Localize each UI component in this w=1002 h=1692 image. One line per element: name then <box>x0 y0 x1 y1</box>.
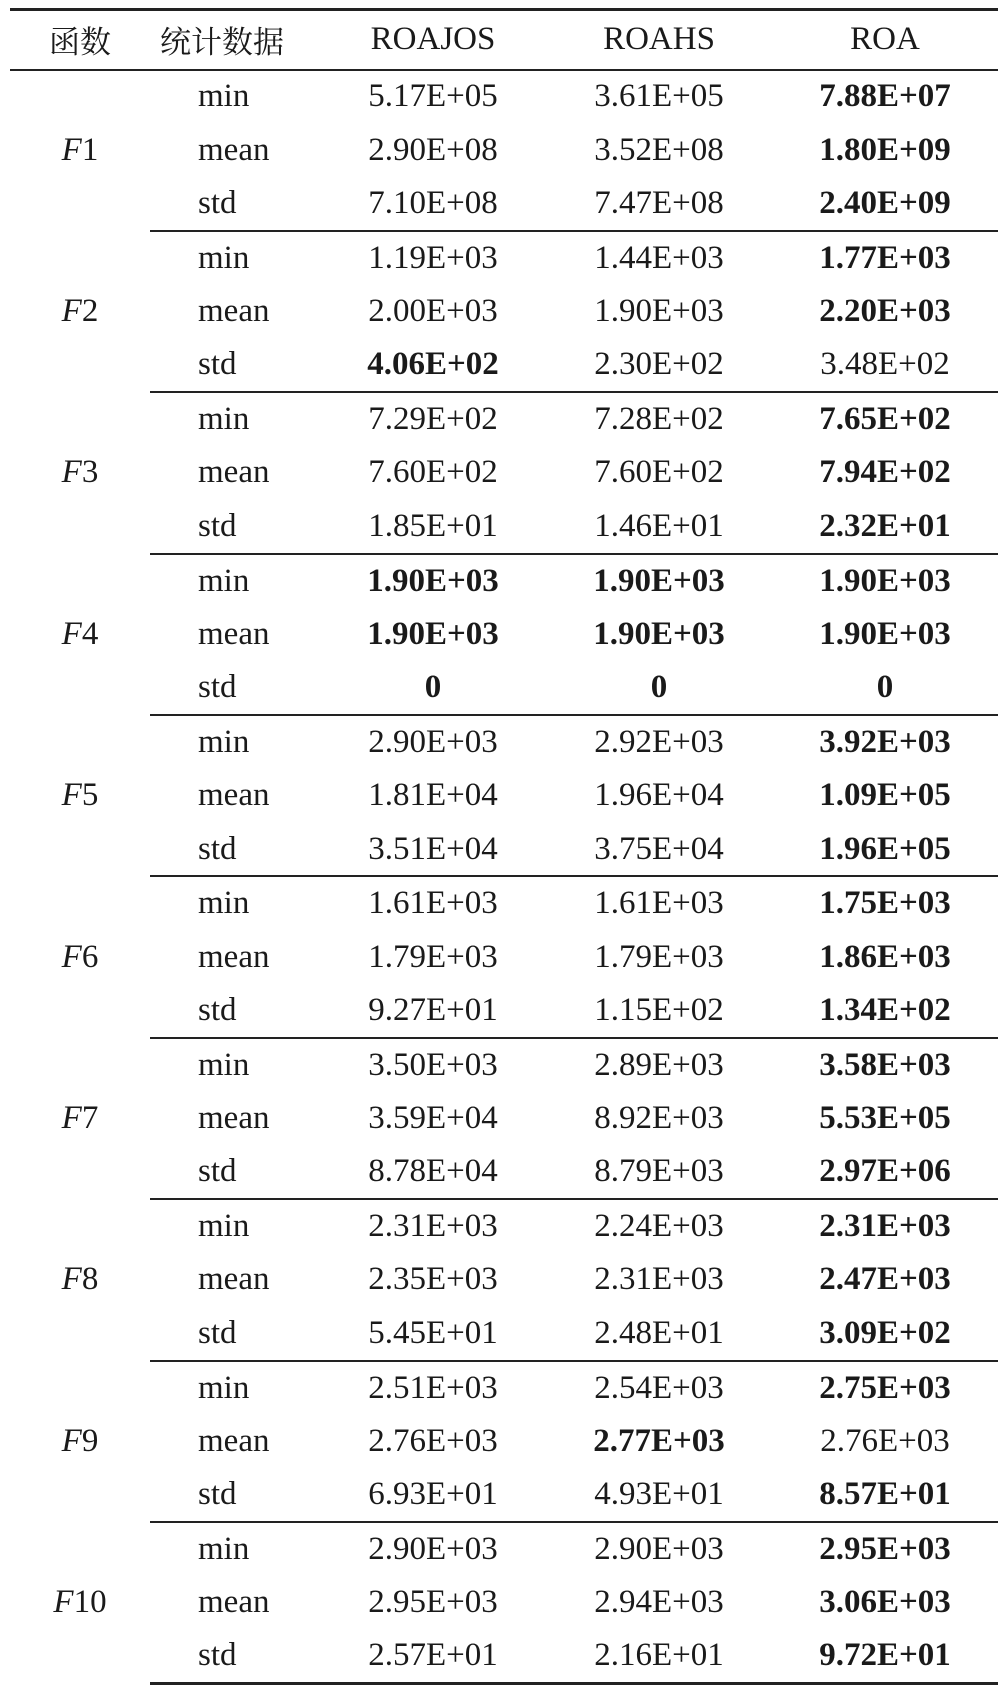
roajos-value: 2.31E+03 <box>368 1208 498 1245</box>
stat-label: min <box>198 1369 250 1406</box>
roajos-value: 3.51E+04 <box>320 823 546 877</box>
roa-value: 1.77E+03 <box>819 239 951 276</box>
stat-label: std <box>150 1630 320 1684</box>
table-row <box>10 930 998 984</box>
function-number: 4 <box>81 615 99 652</box>
roajos-value: 2.90E+08 <box>368 131 498 168</box>
roahs-value: 3.52E+08 <box>594 131 724 168</box>
roahs-value: 1.44E+03 <box>594 239 724 276</box>
stat-label: min <box>198 1046 250 1083</box>
function-group <box>10 876 998 1037</box>
function-number: 2 <box>81 293 99 330</box>
function-letter: F <box>61 1422 82 1459</box>
table-row <box>10 554 998 608</box>
table-row <box>10 1092 998 1146</box>
roajos-value: 5.45E+01 <box>320 1307 546 1361</box>
function-letter: F <box>61 777 82 814</box>
roahs-value: 4.93E+01 <box>546 1468 772 1522</box>
stat-label: mean <box>198 1584 270 1621</box>
roa-value: 3.58E+03 <box>819 1046 951 1083</box>
roahs-value: 3.61E+05 <box>594 78 724 115</box>
table-row <box>10 1145 998 1199</box>
function-group <box>10 70 998 231</box>
table-row <box>10 177 998 231</box>
stat-label: min <box>198 78 250 115</box>
table-row <box>10 661 998 715</box>
function-group <box>10 1522 998 1683</box>
table-row <box>10 1468 998 1522</box>
stat-label: std <box>150 500 320 554</box>
roa-value: 3.09E+02 <box>772 1307 998 1361</box>
roajos-value: 0 <box>320 661 546 715</box>
roa-value: 8.57E+01 <box>772 1468 998 1522</box>
stat-label: mean <box>198 131 270 168</box>
stat-label: mean <box>198 938 270 975</box>
function-letter: F <box>61 1100 82 1137</box>
stat-label: min <box>198 239 250 276</box>
table-row <box>10 715 998 769</box>
roajos-value: 2.57E+01 <box>320 1630 546 1684</box>
function-group <box>10 715 998 876</box>
table-row <box>10 1361 998 1415</box>
roajos-value: 7.29E+02 <box>368 401 498 438</box>
table-row <box>10 285 998 339</box>
roa-value: 2.32E+01 <box>772 500 998 554</box>
stat-label: min <box>198 401 250 438</box>
roajos-value: 6.93E+01 <box>320 1468 546 1522</box>
function-label <box>10 70 150 231</box>
table-row <box>10 1576 998 1630</box>
roajos-value: 2.35E+03 <box>368 1261 498 1298</box>
stat-label: min <box>198 1208 250 1245</box>
function-label <box>10 231 150 392</box>
roajos-value: 1.85E+01 <box>320 500 546 554</box>
roa-value: 1.90E+03 <box>819 615 951 652</box>
header-roajos: ROAJOS <box>320 10 546 70</box>
table-header <box>10 10 998 70</box>
roahs-value: 1.90E+03 <box>594 293 724 330</box>
stat-label: min <box>198 723 250 760</box>
roajos-value: 1.90E+03 <box>367 615 499 652</box>
table-row <box>10 70 998 124</box>
function-number: 3 <box>81 454 99 491</box>
roa-value: 2.76E+03 <box>820 1422 950 1459</box>
function-group <box>10 392 998 553</box>
roajos-value: 5.17E+05 <box>368 78 498 115</box>
stat-label: std <box>150 1307 320 1361</box>
table-row <box>10 1038 998 1092</box>
function-label <box>10 715 150 876</box>
roajos-value: 2.00E+03 <box>368 293 498 330</box>
roahs-value: 1.90E+03 <box>593 615 725 652</box>
roa-value: 1.75E+03 <box>819 885 951 922</box>
roa-value: 9.72E+01 <box>772 1630 998 1684</box>
roajos-value: 3.50E+03 <box>368 1046 498 1083</box>
roajos-value: 4.06E+02 <box>320 338 546 392</box>
stat-label: std <box>150 1468 320 1522</box>
roahs-value: 2.16E+01 <box>546 1630 772 1684</box>
stat-label: std <box>150 177 320 231</box>
function-number: 7 <box>81 1100 99 1137</box>
roahs-value: 2.24E+03 <box>594 1208 724 1245</box>
roa-value: 7.94E+02 <box>819 454 951 491</box>
roahs-value: 2.89E+03 <box>594 1046 724 1083</box>
function-label <box>10 554 150 715</box>
function-number: 1 <box>81 132 99 169</box>
roa-value: 3.92E+03 <box>819 723 951 760</box>
roajos-value: 1.79E+03 <box>368 938 498 975</box>
roajos-value: 1.90E+03 <box>367 562 499 599</box>
roahs-value: 2.30E+02 <box>546 338 772 392</box>
roahs-value: 8.92E+03 <box>594 1100 724 1137</box>
roa-value: 7.88E+07 <box>819 78 951 115</box>
header-function: 函数 <box>10 10 150 70</box>
results-table <box>10 8 998 1685</box>
function-label <box>10 876 150 1037</box>
roa-value: 2.20E+03 <box>819 293 951 330</box>
function-number: 6 <box>81 938 99 975</box>
roa-value: 2.31E+03 <box>819 1208 951 1245</box>
table-row <box>10 1199 998 1253</box>
roajos-value: 8.78E+04 <box>320 1145 546 1199</box>
roahs-value: 7.60E+02 <box>594 454 724 491</box>
table-row <box>10 607 998 661</box>
table-row <box>10 984 998 1038</box>
function-letter: F <box>61 293 82 330</box>
table-row <box>10 123 998 177</box>
function-number: 8 <box>81 1261 99 1298</box>
roa-value: 1.96E+05 <box>772 823 998 877</box>
table-row <box>10 500 998 554</box>
table-row <box>10 392 998 446</box>
table-row <box>10 823 998 877</box>
roahs-value: 2.31E+03 <box>594 1261 724 1298</box>
stat-label: mean <box>198 1422 270 1459</box>
roahs-value: 1.15E+02 <box>546 984 772 1038</box>
function-number: 5 <box>81 777 99 814</box>
roa-value: 1.09E+05 <box>819 777 951 814</box>
roajos-value: 7.60E+02 <box>368 454 498 491</box>
function-group <box>10 554 998 715</box>
stat-label: mean <box>198 1100 270 1137</box>
roajos-value: 1.19E+03 <box>368 239 498 276</box>
roa-value: 1.34E+02 <box>772 984 998 1038</box>
function-letter: F <box>61 454 82 491</box>
roa-value: 2.95E+03 <box>819 1530 951 1567</box>
table-row <box>10 338 998 392</box>
roa-value: 7.65E+02 <box>819 401 951 438</box>
roajos-value: 2.90E+03 <box>368 1530 498 1567</box>
stat-label: mean <box>198 1261 270 1298</box>
function-group <box>10 1199 998 1360</box>
roa-value: 2.40E+09 <box>772 177 998 231</box>
roa-value: 1.90E+03 <box>819 562 951 599</box>
table-row <box>10 1522 998 1576</box>
table-row <box>10 769 998 823</box>
roajos-value: 7.10E+08 <box>320 177 546 231</box>
table-row <box>10 876 998 930</box>
function-group <box>10 1361 998 1522</box>
roa-value: 2.75E+03 <box>819 1369 951 1406</box>
table-row <box>10 231 998 285</box>
stat-label: mean <box>198 615 270 652</box>
stat-label: mean <box>198 777 270 814</box>
roa-value: 1.80E+09 <box>819 131 951 168</box>
roahs-value: 2.92E+03 <box>594 723 724 760</box>
stat-label: mean <box>198 293 270 330</box>
roajos-value: 2.76E+03 <box>368 1422 498 1459</box>
table-row <box>10 1307 998 1361</box>
roahs-value: 1.61E+03 <box>594 885 724 922</box>
stat-label: std <box>150 984 320 1038</box>
roahs-value: 3.75E+04 <box>546 823 772 877</box>
function-group <box>10 231 998 392</box>
function-letter: F <box>61 1261 82 1298</box>
stat-label: min <box>198 562 250 599</box>
function-label <box>10 1199 150 1360</box>
stat-label: std <box>150 661 320 715</box>
roahs-value: 2.90E+03 <box>594 1530 724 1567</box>
roajos-value: 9.27E+01 <box>320 984 546 1038</box>
function-letter: F <box>61 938 82 975</box>
function-number: 10 <box>73 1584 107 1621</box>
roajos-value: 1.81E+04 <box>368 777 498 814</box>
roahs-value: 2.77E+03 <box>593 1422 725 1459</box>
roa-value: 2.97E+06 <box>772 1145 998 1199</box>
roahs-value: 1.96E+04 <box>594 777 724 814</box>
stat-label: min <box>198 1530 250 1567</box>
function-label <box>10 392 150 553</box>
stat-label: std <box>150 1145 320 1199</box>
header-roa: ROA <box>772 10 998 70</box>
roahs-value: 0 <box>546 661 772 715</box>
roajos-value: 1.61E+03 <box>368 885 498 922</box>
roajos-value: 2.90E+03 <box>368 723 498 760</box>
roa-value: 3.06E+03 <box>819 1584 951 1621</box>
stat-label: std <box>150 338 320 392</box>
roahs-value: 1.46E+01 <box>546 500 772 554</box>
roahs-value: 2.48E+01 <box>546 1307 772 1361</box>
table-row <box>10 446 998 500</box>
roa-value: 3.48E+02 <box>772 338 998 392</box>
function-letter: F <box>53 1584 74 1621</box>
stat-label: std <box>150 823 320 877</box>
roa-value: 5.53E+05 <box>819 1100 951 1137</box>
roahs-value: 7.28E+02 <box>594 401 724 438</box>
roahs-value: 7.47E+08 <box>546 177 772 231</box>
function-group <box>10 1038 998 1199</box>
roahs-value: 1.79E+03 <box>594 938 724 975</box>
roahs-value: 2.54E+03 <box>594 1369 724 1406</box>
function-label <box>10 1361 150 1522</box>
roahs-value: 1.90E+03 <box>593 562 725 599</box>
roa-value: 2.47E+03 <box>819 1261 951 1298</box>
function-letter: F <box>61 615 82 652</box>
roajos-value: 2.51E+03 <box>368 1369 498 1406</box>
stat-label: min <box>198 885 250 922</box>
roa-value: 1.86E+03 <box>819 938 951 975</box>
function-label <box>10 1522 150 1683</box>
header-statistic: 统计数据 <box>150 10 320 70</box>
roahs-value: 8.79E+03 <box>546 1145 772 1199</box>
roahs-value: 2.94E+03 <box>594 1584 724 1621</box>
table-row <box>10 1253 998 1307</box>
table-row <box>10 1630 998 1684</box>
header-row <box>10 10 998 70</box>
roajos-value: 2.95E+03 <box>368 1584 498 1621</box>
function-label <box>10 1038 150 1199</box>
table-row <box>10 1414 998 1468</box>
function-letter: F <box>61 132 82 169</box>
function-number: 9 <box>81 1422 99 1459</box>
stat-label: mean <box>198 454 270 491</box>
header-roahs: ROAHS <box>546 10 772 70</box>
roajos-value: 3.59E+04 <box>368 1100 498 1137</box>
roa-value: 0 <box>772 661 998 715</box>
